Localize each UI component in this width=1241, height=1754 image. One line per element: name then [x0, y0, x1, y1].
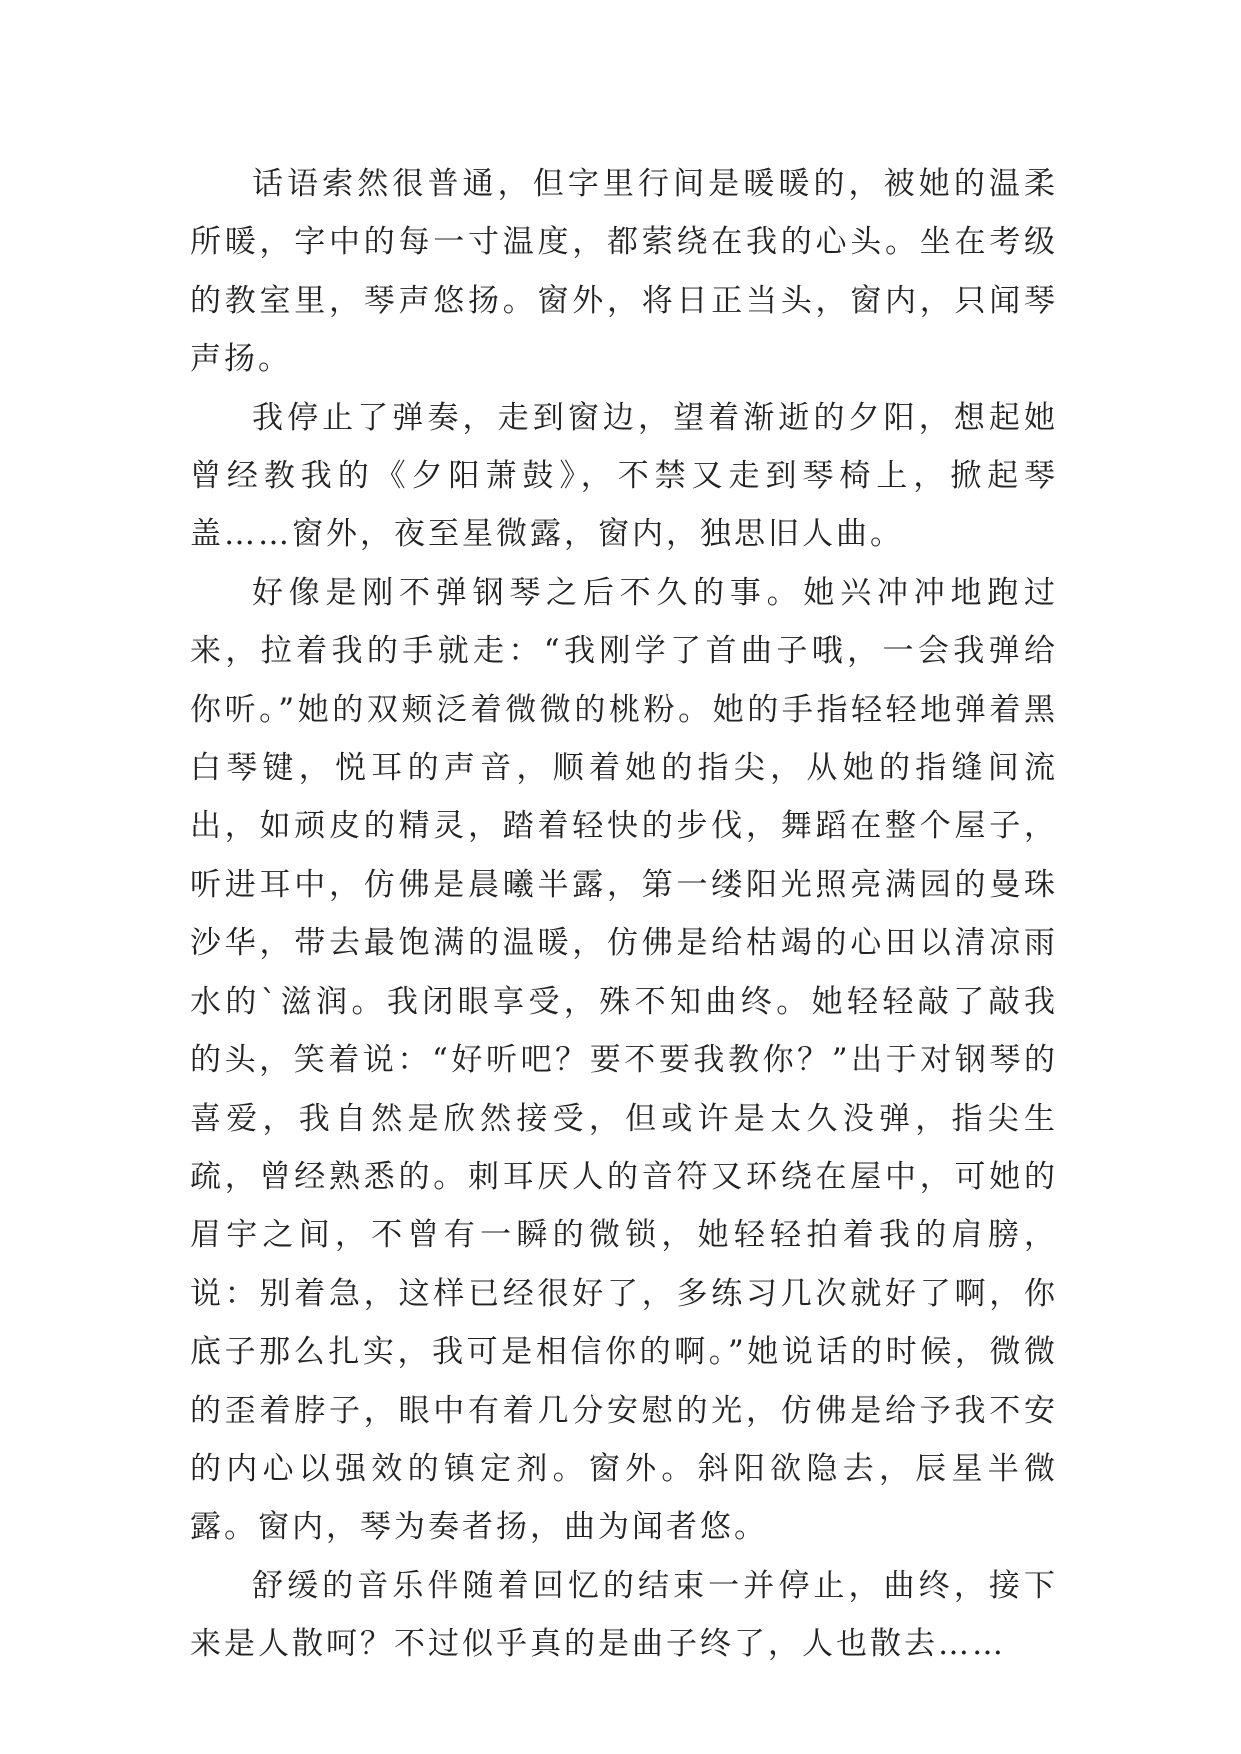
paragraph-4: 舒缓的音乐伴随着回忆的结束一并停止，曲终，接下来是人散呵？不过似乎真的是曲子终了，人也散去……: [190, 1567, 1058, 1663]
paragraph-2: 我停止了弹奏，走到窗边，望着渐逝的夕阳，想起她曾经教我的《夕阳萧鼓》，不禁又走到琴椅上，掀起琴盖……窗外，夜至星微露，窗内，独思旧人曲。: [190, 399, 1058, 553]
paragraph-3: 好像是刚不弹钢琴之后不久的事。她兴冲冲地跑过来，拉着我的手就走：“我刚学了首曲子哦，一会我弹给你听。”她的双颊泛着微微的桃粉。她的手指轻轻地弹着黑白琴键，悦耳的声音，顺着她的指尖，从她的指缝间流出，如顽皮的精灵，踏着轻快的步伐，舞蹈在整个屋子，听进耳中，仿佛是晨曦半露，第一缕阳光照亮满园的曼珠沙华，带去最饱满的温暖，仿佛是给枯竭的心田以清凉雨水的`滋润。我闭眼享受，殊不知曲终。她轻轻敲了敲我的头，笑着说：“好听吧？要不要我教你？”出于对钢琴的喜爱，我自然是欣然接受，但或许是太久没弹，指尖生疏，曾经熟悉的。刺耳厌人的音符又环绕在屋中，可她的眉宇之间，不曾有一瞬的微锁，她轻轻拍着我的肩膀，说：别着急，这样已经很好了，多练习几次就好了啊，你底子那么扎实，我可是相信你的啊。”她说话的时候，微微的歪着脖子，眼中有着几分安慰的光，仿佛是给予我不安的内心以强效的镇定剂。窗外。斜阳欲隐去，辰星半微露。窗内，琴为奏者扬，曲为闻者悠。: [190, 574, 1058, 1546]
paragraph-1: 话语索然很普通，但字里行间是暖暖的，被她的温柔所暖，字中的每一寸温度，都萦绕在我的心头。坐在考级的教室里，琴声悠扬。窗外，将日正当头，窗内，只闻琴声扬。: [190, 166, 1058, 378]
document-page: [190, 155, 1058, 1674]
